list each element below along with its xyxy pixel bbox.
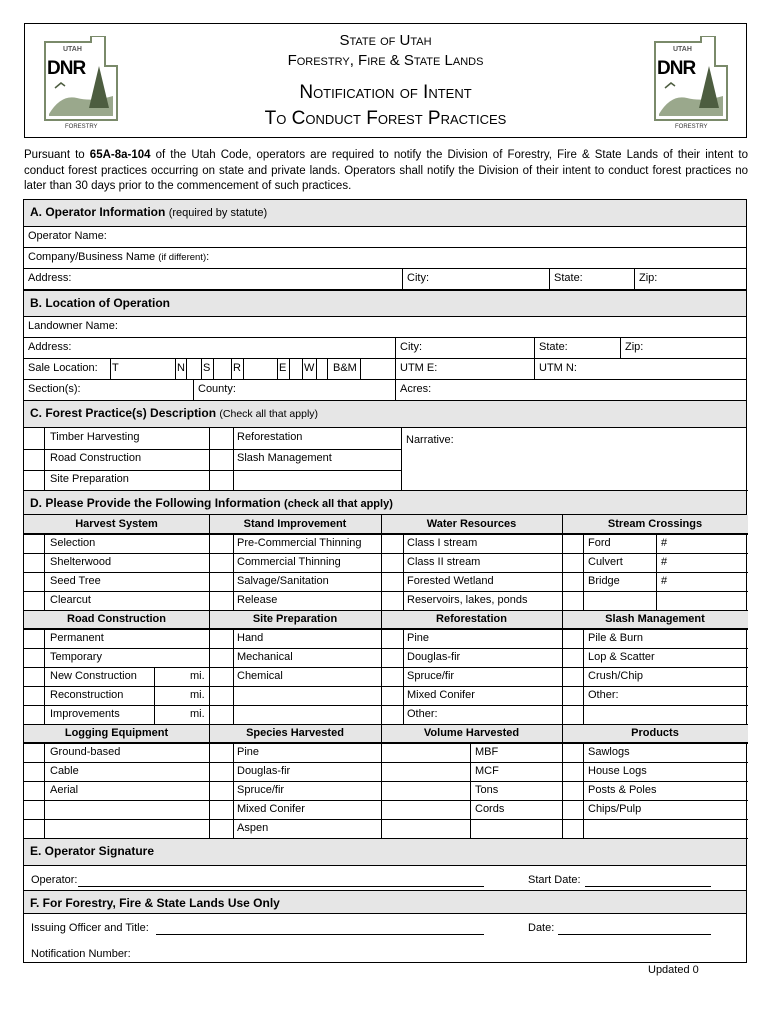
volume-tons: Tons [475, 784, 499, 796]
water-class-1: Class I stream [407, 537, 478, 549]
city-label-b: City: [400, 341, 422, 353]
product-posts-poles: Posts & Poles [588, 784, 657, 796]
sale-location-label: Sale Location: [28, 362, 98, 374]
section-b-header [24, 290, 746, 317]
landowner-row[interactable] [24, 317, 746, 338]
company-label [24, 248, 209, 268]
section-b-title: B. Location of Operation [30, 296, 170, 310]
siteprep-hand: Hand [237, 632, 264, 644]
species-pine: Pine [237, 746, 260, 758]
intro-paragraph [24, 148, 748, 195]
volume-mbf: MBF [475, 746, 499, 758]
utm-e-label: UTM E: [400, 362, 438, 374]
operator-name-label: Operator Name: [28, 230, 107, 242]
section-d-grid [24, 515, 748, 839]
bm-label: B&M [333, 362, 357, 374]
stream-culvert: Culvert [588, 556, 623, 568]
start-date-label: Start Date: [528, 874, 581, 886]
east-label: E [279, 362, 287, 374]
header-road-construction: Road Construction [67, 613, 166, 625]
zip-label-b: Zip: [625, 341, 644, 353]
section-c-header [24, 401, 746, 428]
section-f-title: F. For Forestry, Fire & State Lands Use Only [30, 896, 280, 910]
utm-n-label: UTM N: [539, 362, 577, 374]
address-row-b[interactable] [24, 338, 746, 359]
refor-pine: Pine [407, 632, 430, 644]
road-permanent: Permanent [50, 632, 104, 644]
species-douglas-fir: Douglas-fir [237, 765, 291, 777]
operator-signature-label: Operator: [31, 874, 78, 886]
south-label: S [203, 362, 211, 374]
road-improvements: Improvements [50, 708, 120, 720]
address-label-a: Address: [28, 272, 72, 284]
section-e-header [24, 839, 746, 866]
bridge-count: # [661, 575, 668, 587]
intro-post: of the Utah Code, operators are required to notify the Division of Forestry, Fire & State Lands of their intent to conduct forest practices occurring on state and private lands. Operators shall notify the Division of their intent to conduct forest practices no later than 30 days prior to the commencement of such practices. [24, 149, 749, 192]
road-new: New Construction [50, 670, 137, 682]
acres-label: Acres: [400, 383, 432, 395]
header-stand-improvement: Stand Improvement [243, 518, 347, 530]
refor-douglas-fir: Douglas-fir [407, 651, 461, 663]
header-reforestation: Reforestation [436, 613, 507, 625]
road-reconstruction: Reconstruction [50, 689, 124, 701]
sale-location-row[interactable] [24, 359, 746, 380]
west-label: W [304, 362, 315, 374]
intro-code: 65A-8a-104 [89, 149, 151, 161]
address-row-a[interactable] [24, 269, 746, 290]
operator-signature-row [24, 866, 748, 890]
refor-spruce-fir: Spruce/fir [407, 670, 455, 682]
stream-bridge: Bridge [588, 575, 620, 587]
stand-pre-commercial: Pre-Commercial Thinning [237, 537, 362, 549]
zip-label-a: Zip: [639, 272, 658, 284]
stand-commercial: Commercial Thinning [237, 556, 341, 568]
siteprep-mechanical: Mechanical [237, 651, 293, 663]
header-species-harvested: Species Harvested [246, 727, 344, 739]
updated-footer: Updated 0 [648, 964, 699, 976]
logging-aerial: Aerial [50, 784, 79, 796]
section-d-header [24, 491, 746, 515]
species-mixed-conifer: Mixed Conifer [237, 803, 305, 815]
form-title-2: To Conduct Forest Practices [264, 108, 507, 129]
township-label: T [112, 362, 119, 374]
stream-ford: Ford [588, 537, 611, 549]
product-house-logs: House Logs [588, 765, 647, 777]
form-body [23, 199, 747, 963]
refor-mixed-conifer: Mixed Conifer [407, 689, 475, 701]
sections-label: Section(s): [28, 383, 81, 395]
header-site-preparation: Site Preparation [252, 613, 338, 625]
harvest-seed-tree: Seed Tree [50, 575, 101, 587]
product-chips-pulp: Chips/Pulp [588, 803, 642, 815]
issuing-officer-label: Issuing Officer and Title: [31, 922, 149, 934]
water-reservoirs: Reservoirs, lakes, ponds [407, 594, 528, 606]
section-a-title: A. Operator Information [30, 205, 166, 219]
section-d-title: D. Please Provide the Following Information [30, 496, 281, 510]
siteprep-chemical: Chemical [237, 670, 283, 682]
north-label: N [177, 362, 185, 374]
logo-utah-text: UTAH [673, 46, 692, 53]
road-temporary: Temporary [50, 651, 102, 663]
section-a-header [24, 200, 746, 227]
sections-row[interactable] [24, 380, 746, 401]
landowner-label: Landowner Name: [28, 320, 118, 332]
refor-other: Other: [407, 708, 438, 720]
slash-lop-scatter: Lop & Scatter [588, 651, 655, 663]
operator-signature-line[interactable] [78, 886, 484, 887]
logo-dnr-text: DNR [657, 58, 696, 79]
section-c-sub: (Check all that apply) [219, 408, 319, 420]
new-miles-unit: mi. [190, 670, 205, 682]
culvert-count: # [661, 556, 668, 568]
logo-forestry-text: FORESTRY [675, 124, 708, 130]
product-sawlogs: Sawlogs [588, 746, 630, 758]
harvest-shelterwood: Shelterwood [50, 556, 112, 568]
form-header [24, 23, 747, 138]
header-logging-equipment: Logging Equipment [64, 727, 169, 739]
office-use-area [24, 914, 748, 964]
volume-cords: Cords [475, 803, 505, 815]
address-label-b: Address: [28, 341, 72, 353]
slash-crush-chip: Crush/Chip [588, 670, 644, 682]
city-label-a: City: [407, 272, 429, 284]
company-label-colon: : [206, 251, 210, 263]
company-label-text: Company/Business Name [28, 251, 156, 263]
water-class-2: Class II stream [407, 556, 481, 568]
logo-utah-text: UTAH [63, 46, 82, 53]
section-a-sub: (required by statute) [168, 207, 268, 219]
practice-reforestation: Reforestation [237, 431, 303, 443]
header-stream-crossings: Stream Crossings [607, 518, 703, 530]
logging-ground: Ground-based [50, 746, 121, 758]
narrative-label: Narrative: [406, 434, 454, 446]
header-products: Products [631, 727, 679, 739]
slash-other: Other: [588, 689, 619, 701]
stand-salvage: Salvage/Sanitation [237, 575, 329, 587]
species-spruce-fir: Spruce/fir [237, 784, 285, 796]
header-volume-harvested: Volume Harvested [423, 727, 520, 739]
ford-count: # [661, 537, 668, 549]
company-row[interactable] [24, 248, 746, 269]
state-label-b: State: [539, 341, 568, 353]
logo-forestry-text: FORESTRY [65, 124, 98, 130]
section-c-grid [24, 428, 748, 491]
start-date-line[interactable] [585, 886, 711, 887]
section-e-title: E. Operator Signature [30, 844, 155, 858]
stand-release: Release [237, 594, 278, 606]
header-slash-management: Slash Management [605, 613, 705, 625]
form-title-1: Notification of Intent [299, 82, 472, 103]
header-water-resources: Water Resources [426, 518, 517, 530]
state-label-a: State: [554, 272, 583, 284]
notification-number-label: Notification Number: [31, 948, 131, 960]
header-harvest-system: Harvest System [75, 518, 158, 530]
intro-pre: Pursuant to [24, 149, 90, 161]
header-line-2: Forestry, Fire & State Lands [287, 52, 484, 69]
issuing-officer-line[interactable] [156, 934, 484, 935]
logging-cable: Cable [50, 765, 79, 777]
company-label-sub: (if different) [158, 252, 207, 263]
practice-timber-harvesting: Timber Harvesting [50, 431, 140, 443]
practice-site-preparation: Site Preparation [50, 473, 129, 485]
section-d-sub: (check all that apply) [284, 498, 393, 510]
range-label: R [233, 362, 241, 374]
operator-name-row[interactable] [24, 227, 746, 248]
recon-miles-unit: mi. [190, 689, 205, 701]
harvest-clearcut: Clearcut [50, 594, 91, 606]
species-aspen: Aspen [237, 822, 269, 834]
section-f-header [24, 890, 746, 914]
volume-mcf: MCF [475, 765, 499, 777]
slash-pile-burn: Pile & Burn [588, 632, 644, 644]
harvest-selection: Selection [50, 537, 96, 549]
section-c-title: C. Forest Practice(s) Description [30, 406, 217, 420]
office-date-line[interactable] [558, 934, 711, 935]
practice-road-construction: Road Construction [50, 452, 142, 464]
improve-miles-unit: mi. [190, 708, 205, 720]
header-line-1: State of Utah [339, 32, 432, 49]
logo-dnr-text: DNR [47, 58, 86, 79]
county-label: County: [198, 383, 236, 395]
water-wetland: Forested Wetland [407, 575, 494, 587]
practice-slash-management: Slash Management [237, 452, 332, 464]
office-date-label: Date: [528, 922, 555, 934]
